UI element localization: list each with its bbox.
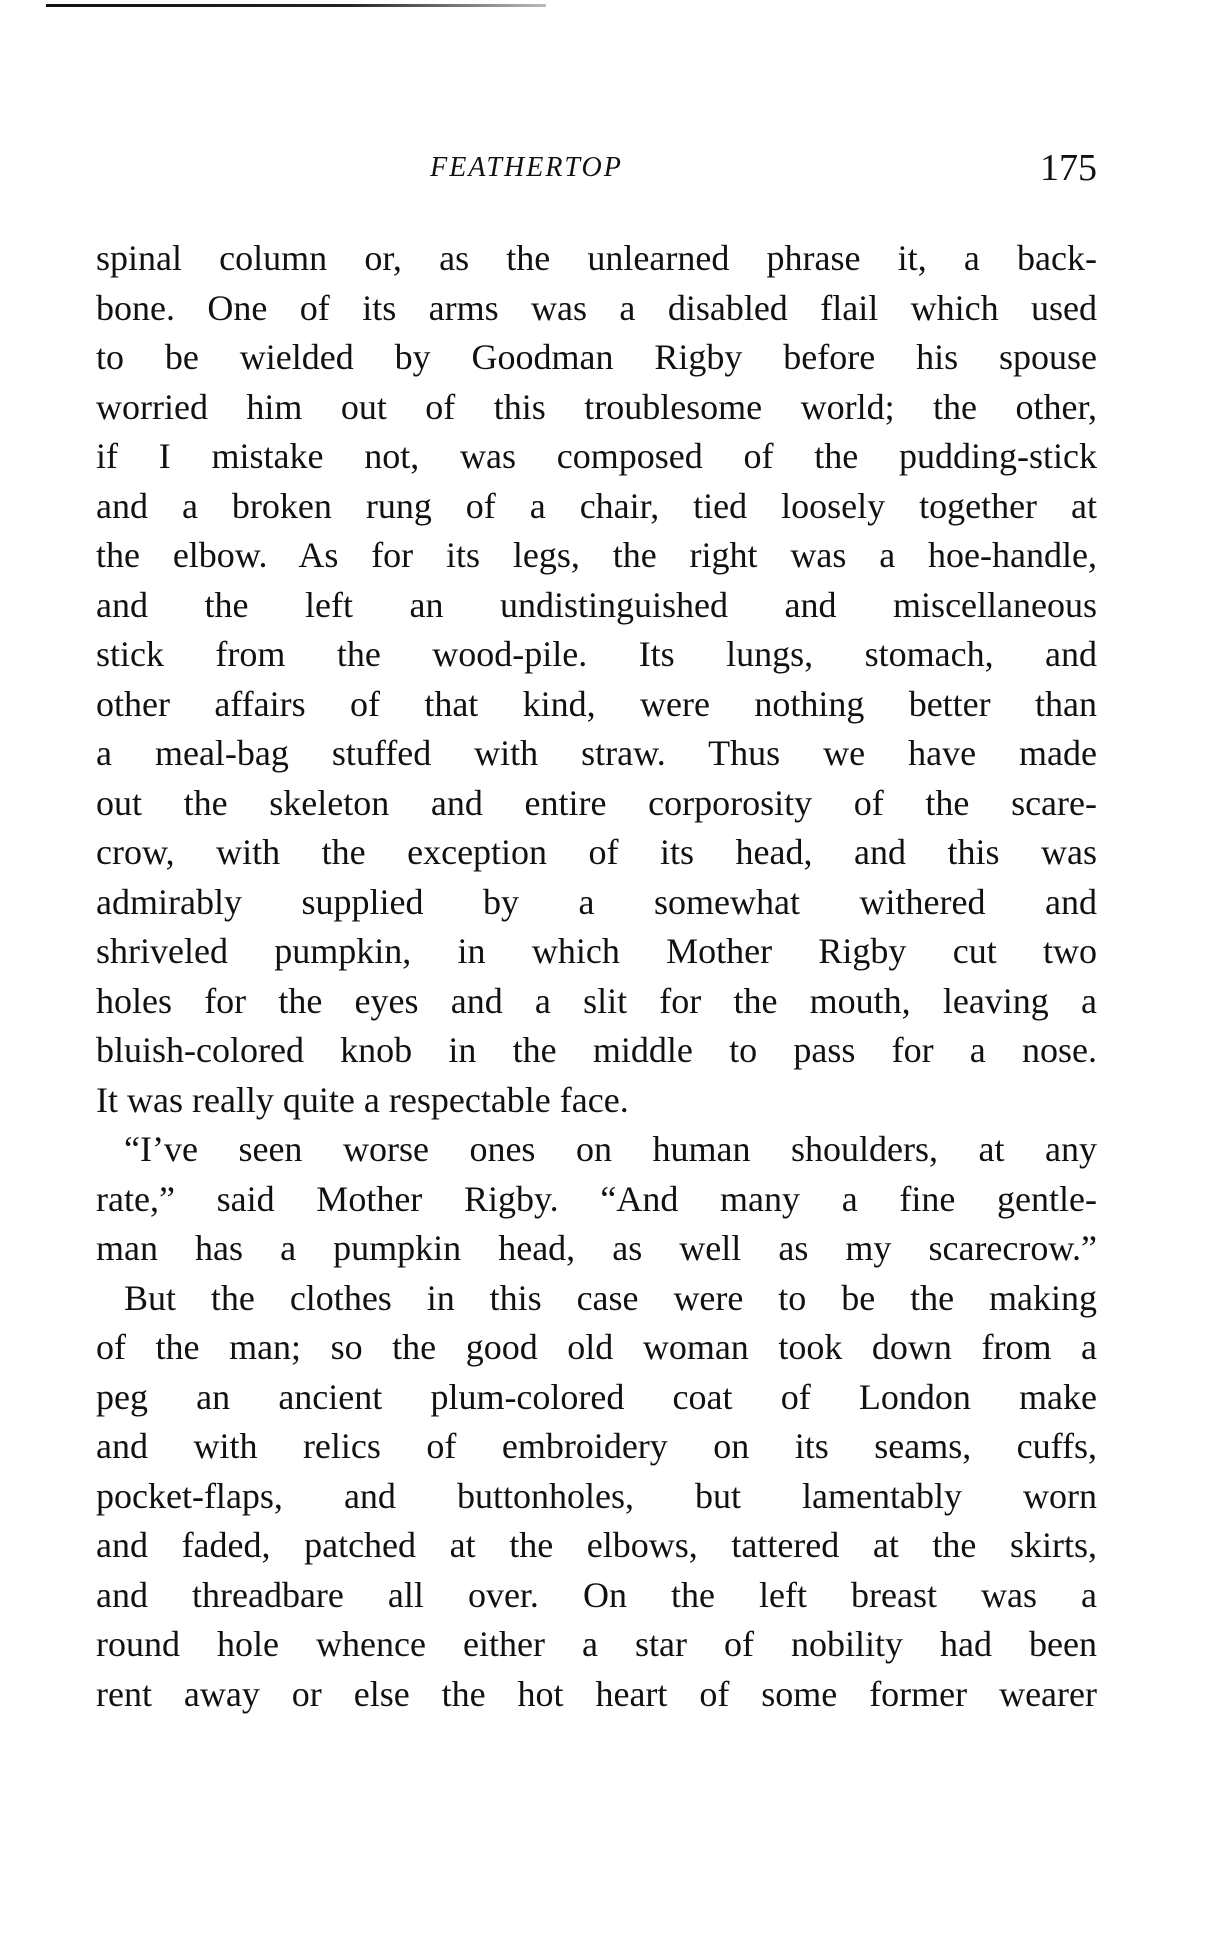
text-line: man has a pumpkin head, as well as my scarecrow.” — [96, 1228, 1097, 1268]
text-line: bluish-colored knob in the middle to pass for a nose. — [96, 1030, 1097, 1070]
running-title: FEATHERTOP — [430, 152, 623, 183]
text-line: out the skeleton and entire corporosity of the scare- — [96, 782, 1097, 823]
text-line: to be wielded by Goodman Rigby before his spouse — [96, 337, 1097, 377]
text-line: if I mistake not, was composed of the pudding-stick — [96, 436, 1097, 476]
body-text — [96, 234, 1097, 1719]
text-line: holes for the eyes and a slit for the mouth, leaving a — [96, 980, 1097, 1021]
text-line: and faded, patched at the elbows, tattered at the skirts, — [96, 1525, 1097, 1565]
text-line: round hole whence either a star of nobility had been — [96, 1624, 1097, 1664]
text-line: the elbow. As for its legs, the right was a hoe-handle, — [96, 535, 1097, 575]
page-number: 175 — [1040, 147, 1097, 189]
text-line: a meal-bag stuffed with straw. Thus we have made — [96, 733, 1097, 773]
text-line: crow, with the exception of its head, and this was — [96, 832, 1097, 872]
text-line: other affairs of that kind, were nothing better than — [96, 683, 1097, 724]
text-line: “I’ve seen worse ones on human shoulders, at any — [124, 1129, 1097, 1169]
text-line: bone. One of its arms was a disabled flail which used — [96, 287, 1097, 328]
text-line: But the clothes in this case were to be the making — [124, 1277, 1097, 1318]
scan-edge-rule — [46, 4, 546, 7]
text-line: shriveled pumpkin, in which Mother Rigby cut two — [96, 931, 1097, 971]
text-line: peg an ancient plum-colored coat of London make — [96, 1376, 1097, 1417]
text-line: and a broken rung of a chair, tied loosely together at — [96, 485, 1097, 526]
text-line: rate,” said Mother Rigby. “And many a fine gentle- — [96, 1178, 1097, 1219]
text-line: It was really quite a respectable face. — [96, 1079, 629, 1120]
page-header — [96, 146, 1097, 192]
text-line: stick from the wood-pile. Its lungs, stomach, and — [96, 634, 1097, 674]
text-line: admirably supplied by a somewhat withered and — [96, 881, 1097, 922]
text-line: pocket-flaps, and buttonholes, but lamentably worn — [96, 1475, 1097, 1516]
text-line: spinal column or, as the unlearned phrase it, a back- — [96, 238, 1097, 278]
text-line: and with relics of embroidery on its seams, cuffs, — [96, 1426, 1097, 1466]
text-line: rent away or else the hot heart of some former wearer — [96, 1673, 1097, 1714]
text-line: and the left an undistinguished and miscellaneous — [96, 584, 1097, 625]
text-line: and threadbare all over. On the left breast was a — [96, 1574, 1097, 1615]
text-line: of the man; so the good old woman took down from a — [96, 1327, 1097, 1367]
text-line: worried him out of this troublesome world; the other, — [96, 386, 1097, 427]
